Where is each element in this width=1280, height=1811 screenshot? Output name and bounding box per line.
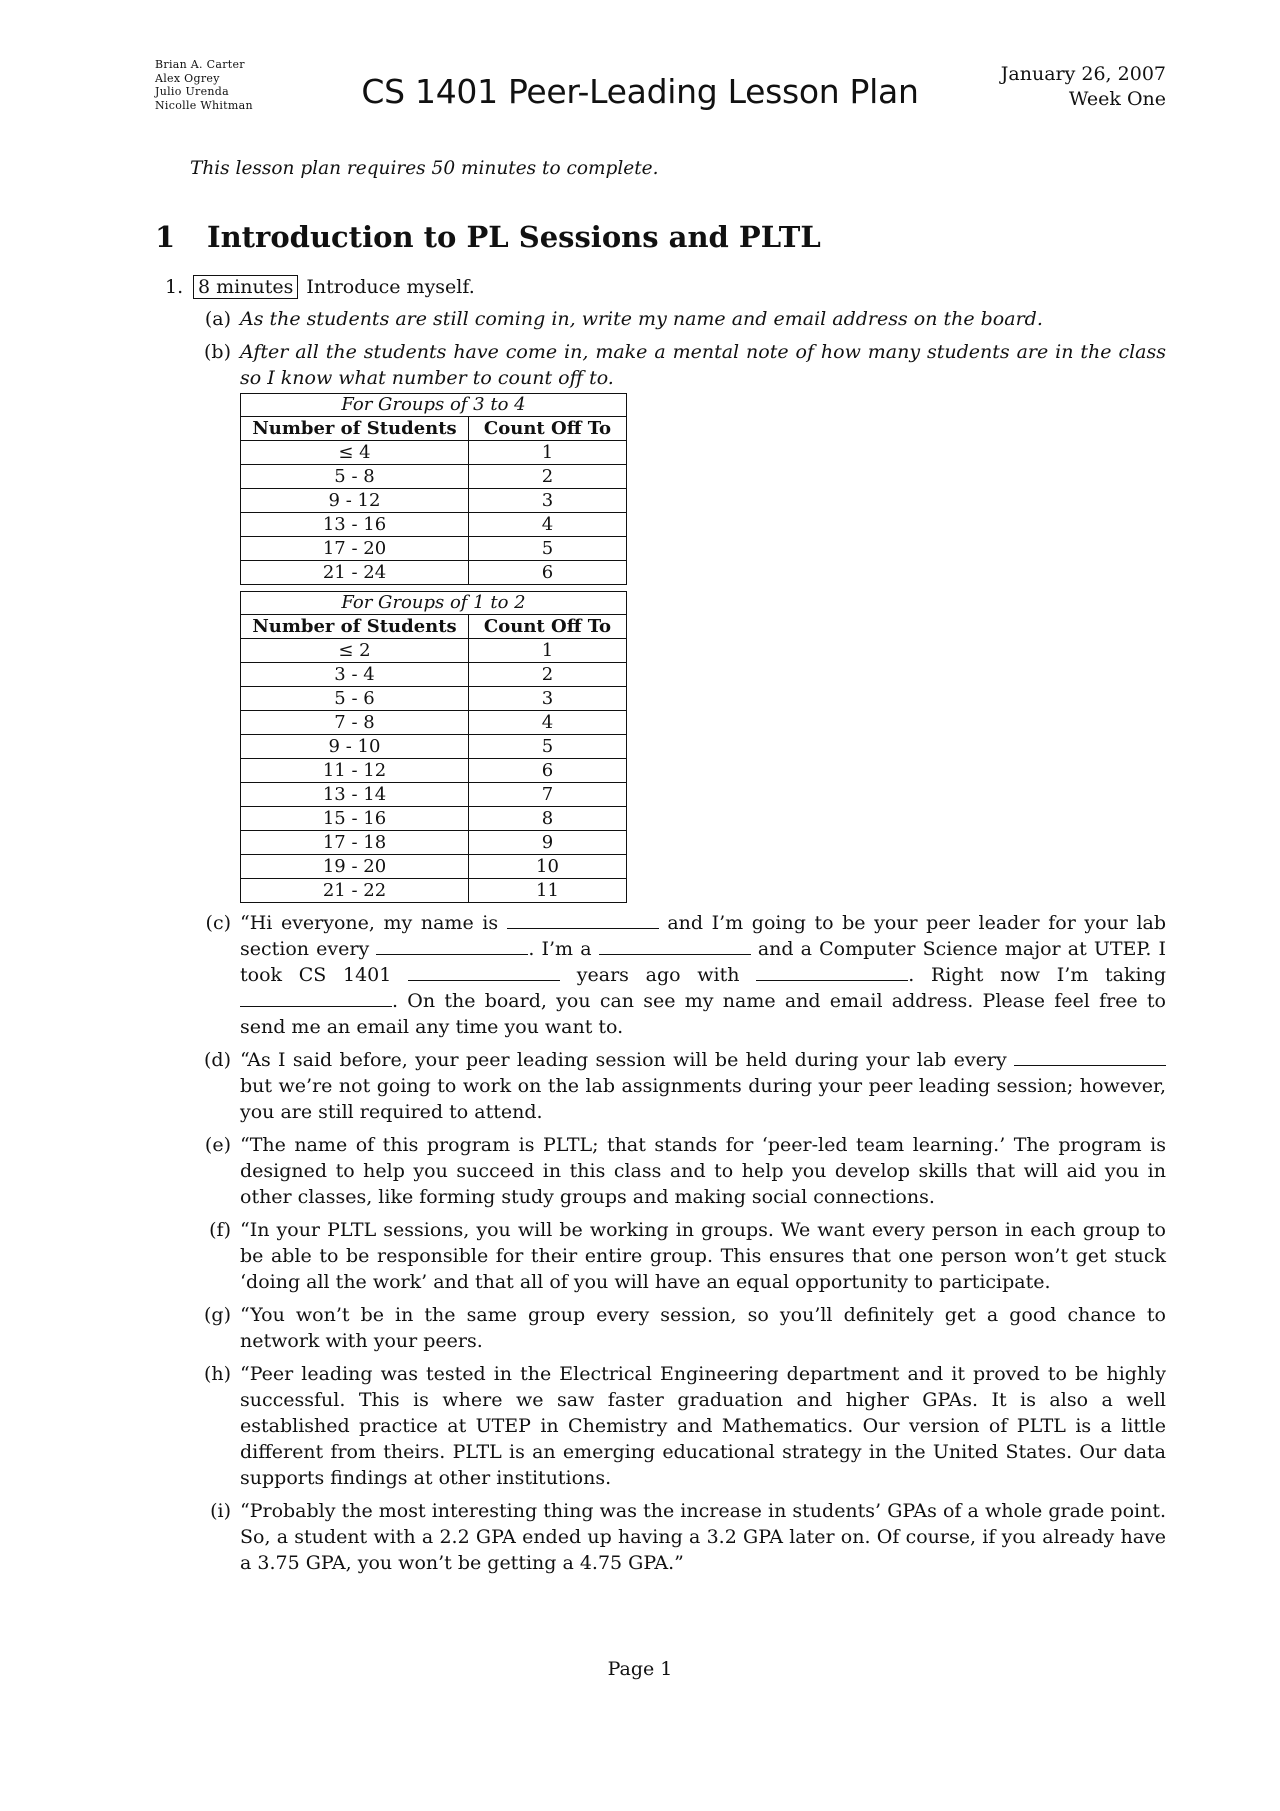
duration-note: This lesson plan requires 50 minutes to complete. <box>190 158 659 179</box>
fill-in-blank <box>756 962 908 981</box>
column-header: Number of Students <box>241 417 469 441</box>
table-cell: 10 <box>469 855 627 879</box>
table-row <box>241 735 627 759</box>
sub-item-c <box>193 910 1166 1040</box>
step-item <box>155 274 1166 1576</box>
fill-in-blank <box>599 936 751 955</box>
text-fragment: . I’m a <box>528 938 592 960</box>
fill-in-blank <box>240 988 392 1007</box>
sub-item-label: (d) <box>204 1049 231 1071</box>
text-fragment: . Right now I’m taking <box>908 964 1166 986</box>
lesson-steps <box>155 274 1166 1583</box>
time-badge: 8 minutes <box>193 275 298 299</box>
sub-item-d <box>193 1047 1166 1125</box>
sub-item-label: (g) <box>204 1304 231 1326</box>
table-cell: 19 - 20 <box>241 855 469 879</box>
table-row <box>241 831 627 855</box>
text-fragment: and I’m going to be your peer leader for your lab section every <box>240 912 1167 960</box>
text-fragment: but we’re not going to work on the lab assignments during your peer leading session; however, you are still required to attend. <box>240 1075 1166 1123</box>
table-cell: 6 <box>469 561 627 585</box>
sub-items <box>193 306 1166 1576</box>
text-fragment: and a Computer Science major at UTEP. I took CS 1401 <box>240 938 1167 986</box>
sub-item-a <box>193 306 1166 332</box>
fill-in-blank <box>507 910 659 929</box>
table-cell: 5 - 6 <box>241 687 469 711</box>
sub-item-f <box>193 1217 1166 1295</box>
table-cell: 3 <box>469 489 627 513</box>
table-cell: 4 <box>469 711 627 735</box>
sub-item-text: “Peer leading was tested in the Electrical Engineering department and it proved to be highly successful. This is where we saw faster graduation and higher GPAs. It is also a well established practice at UTEP in Chemistry and Mathematics. Our version of PLTL is a little different from theirs. PLTL is an emerging educational strategy in the United States. Our data supports findings at other institutions. <box>240 1363 1166 1489</box>
table-cell: 5 <box>469 537 627 561</box>
table-cell: 2 <box>469 663 627 687</box>
table-row <box>241 759 627 783</box>
table-cell: 9 - 10 <box>241 735 469 759</box>
table-cell: 21 - 22 <box>241 879 469 903</box>
table-cell: 5 - 8 <box>241 465 469 489</box>
sub-item-text: “Probably the most interesting thing was the increase in students’ GPAs of a whole grade point. So, a student with a 2.2 GPA ended up having a 3.2 GPA later on. Of course, if you already have a 3.75 GPA, you won’t be getting a 4.75 GPA.” <box>240 1500 1166 1574</box>
table-row <box>241 639 627 663</box>
table-caption: For Groups of 1 to 2 <box>240 591 627 614</box>
table-row <box>241 711 627 735</box>
table-caption: For Groups of 3 to 4 <box>240 393 627 416</box>
table-row <box>241 855 627 879</box>
sub-item-text <box>240 1049 1166 1123</box>
table-row <box>241 513 627 537</box>
step-number: 1. <box>165 276 184 298</box>
table-row <box>241 465 627 489</box>
column-header: Number of Students <box>241 615 469 639</box>
sub-item-label: (h) <box>203 1363 231 1385</box>
sub-item-b <box>193 339 1166 903</box>
table-header-row <box>241 417 627 441</box>
sub-item-e <box>193 1132 1166 1210</box>
table-cell: 8 <box>469 807 627 831</box>
sub-item-label: (e) <box>204 1134 231 1156</box>
table-row <box>241 489 627 513</box>
table-cell: 9 <box>469 831 627 855</box>
sub-item-label: (f) <box>209 1219 231 1241</box>
step-text: Introduce myself. <box>306 276 475 298</box>
column-header: Count Off To <box>469 417 627 441</box>
count-off-table-small-groups <box>240 393 627 585</box>
table-cell: 3 <box>469 687 627 711</box>
table-cell: 13 - 14 <box>241 783 469 807</box>
author-name: Nicolle Whitman <box>155 98 253 112</box>
sub-item-label: (b) <box>204 341 231 363</box>
section-number: 1 <box>155 220 176 254</box>
table-row <box>241 807 627 831</box>
fill-in-blank <box>408 962 560 981</box>
table-cell: ≤ 4 <box>241 441 469 465</box>
sub-item-label: (a) <box>204 308 231 330</box>
text-fragment: “Hi everyone, my name is <box>240 912 499 934</box>
table-cell: 2 <box>469 465 627 489</box>
document-week: Week One <box>1068 88 1166 110</box>
table-row <box>241 783 627 807</box>
table-cell: 1 <box>469 441 627 465</box>
text-fragment: years ago with <box>576 964 740 986</box>
table-cell: 4 <box>469 513 627 537</box>
sub-item-text: “In your PLTL sessions, you will be working in groups. We want every person in each group to be able to be responsible for their entire group. This ensures that one person won’t get stuck ‘doing all the work’ and that all of you will have an equal opportunity to participate. <box>240 1219 1166 1293</box>
fill-in-blank <box>1014 1047 1166 1066</box>
table-row <box>241 687 627 711</box>
sub-item-text: “The name of this program is PLTL; that stands for ‘peer-led team learning.’ The program is designed to help you succeed in this class and to help you develop skills that will aid you in other classes, like forming study groups and making social connections. <box>240 1134 1166 1208</box>
page-number: Page 1 <box>607 1658 673 1680</box>
section-heading <box>155 220 821 254</box>
document-title: CS 1401 Peer-Leading Lesson Plan <box>361 72 919 111</box>
author-name: Brian A. Carter <box>155 58 245 71</box>
sub-item-g <box>193 1302 1166 1354</box>
table-header-row <box>241 615 627 639</box>
fill-in-blank <box>376 936 528 955</box>
column-header: Count Off To <box>469 615 627 639</box>
count-off-table-pairs <box>240 591 627 903</box>
table-row <box>241 663 627 687</box>
sub-item-text: “You won’t be in the same group every session, so you’ll definitely get a good chance to network with your peers. <box>240 1304 1166 1352</box>
header-date-block <box>1001 62 1166 112</box>
table-cell: 21 - 24 <box>241 561 469 585</box>
table-cell: 17 - 18 <box>241 831 469 855</box>
sub-item-i <box>193 1498 1166 1576</box>
sub-item-h <box>193 1361 1166 1491</box>
document-date: January 26, 2007 <box>1000 63 1166 85</box>
section-title: Introduction to PL Sessions and PLTL <box>207 220 821 254</box>
author-name: Alex Ogrey <box>155 71 220 85</box>
table-cell: 3 - 4 <box>241 663 469 687</box>
author-name: Julio Urenda <box>155 85 229 98</box>
table-cell: 9 - 12 <box>241 489 469 513</box>
table-cell: 17 - 20 <box>241 537 469 561</box>
table-row <box>241 561 627 585</box>
table-cell: 7 - 8 <box>241 711 469 735</box>
table-cell: 6 <box>469 759 627 783</box>
table-row <box>241 537 627 561</box>
table-cell: 11 - 12 <box>241 759 469 783</box>
text-fragment: . On the board, you can see my name and email address. Please feel free to send me an email any time you want to. <box>240 990 1166 1038</box>
sub-item-label: (i) <box>210 1500 231 1522</box>
table-row <box>241 879 627 903</box>
text-fragment: “As I said before, your peer leading session will be held during your lab every <box>240 1049 1007 1071</box>
sub-item-text: After all the students have come in, make a mental note of how many students are in the class so I know what number to count off to. <box>240 341 1166 389</box>
table-cell: ≤ 2 <box>241 639 469 663</box>
table-cell: 15 - 16 <box>241 807 469 831</box>
sub-item-text: As the students are still coming in, write my name and email address on the board. <box>240 308 1043 330</box>
table-cell: 5 <box>469 735 627 759</box>
sub-item-text <box>240 912 1166 1038</box>
table-row <box>241 441 627 465</box>
sub-item-label: (c) <box>205 912 231 934</box>
table-cell: 7 <box>469 783 627 807</box>
table-cell: 1 <box>469 639 627 663</box>
table-cell: 11 <box>469 879 627 903</box>
table-cell: 13 - 16 <box>241 513 469 537</box>
